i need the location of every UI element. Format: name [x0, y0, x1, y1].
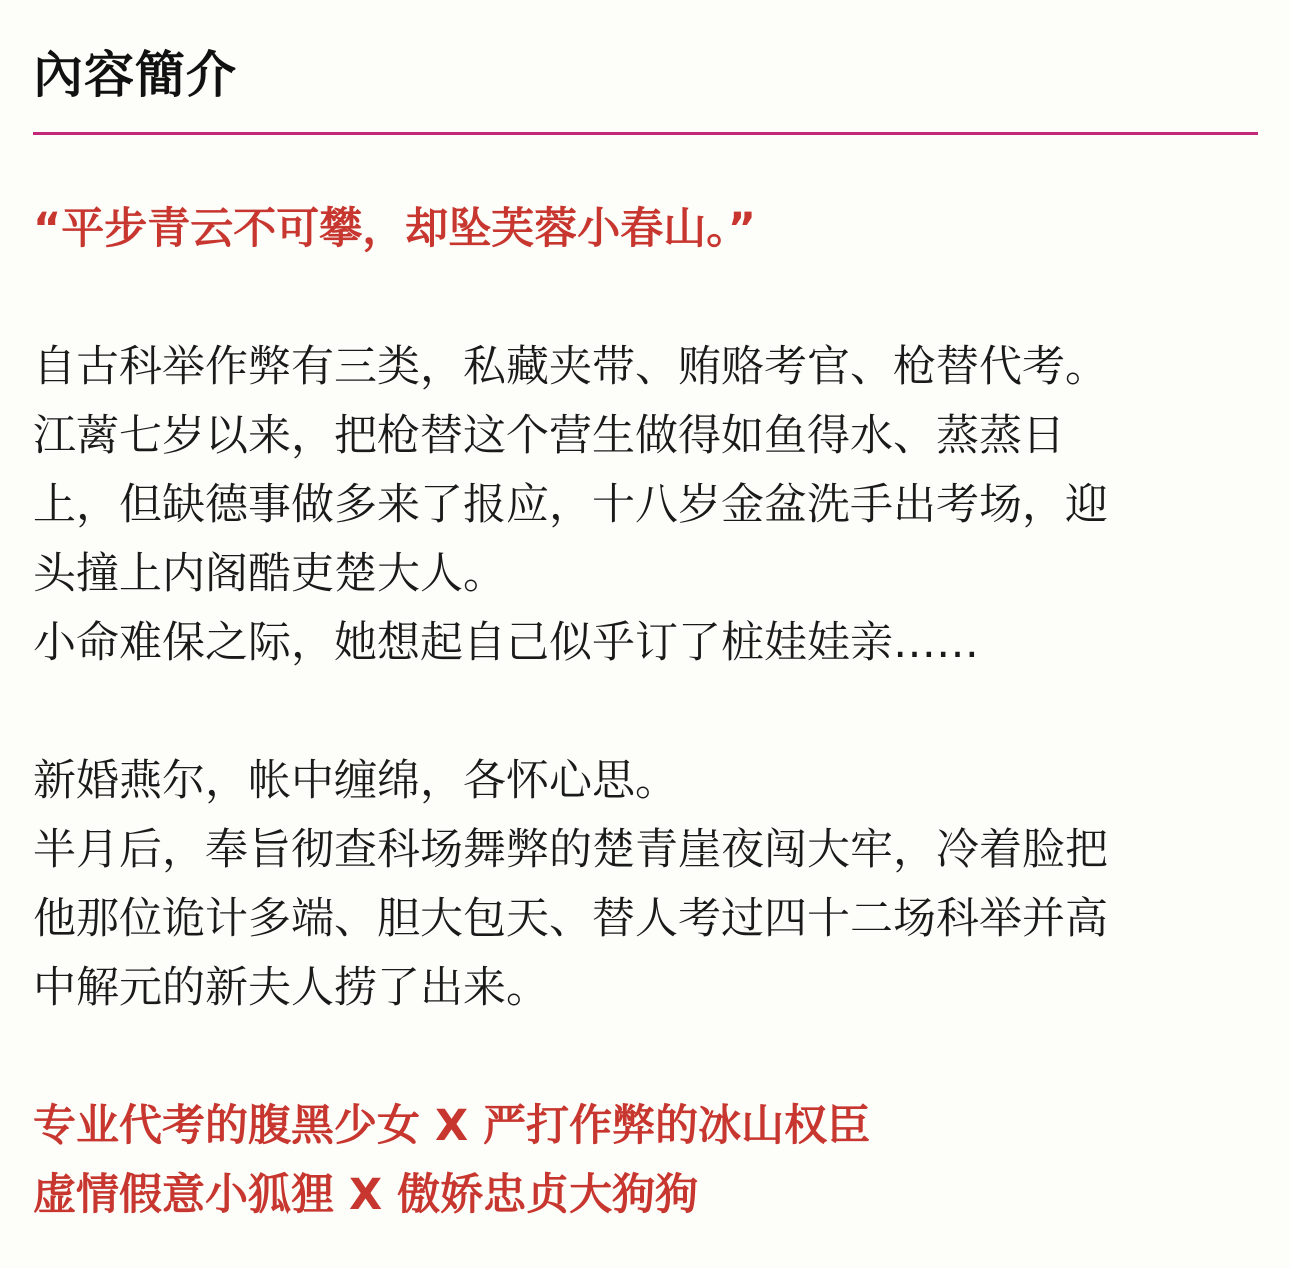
- paragraph-2-line: 他那位诡计多端、胆大包天、替人考过四十二场科举并高: [33, 894, 1108, 944]
- heading-divider: [33, 132, 1258, 135]
- paragraph-gap: [33, 1023, 1258, 1092]
- synopsis-content: [33, 195, 1258, 1230]
- paragraph-1: [33, 333, 1258, 678]
- paragraph-gap: [33, 264, 1258, 333]
- synopsis-section: [33, 0, 1258, 1230]
- paragraph-1-line: 小命难保之际，她想起自己似乎订了桩娃娃亲……: [33, 618, 979, 668]
- quote-line: [33, 195, 1258, 264]
- tagline-line: 专业代考的腹黑少女 X 严打作弊的冰山权臣: [33, 1101, 871, 1151]
- quote-text: “平步青云不可攀，却坠芙蓉小春山。”: [33, 204, 757, 254]
- paragraph-2-line: 新婚燕尔，帐中缠绵，各怀心思。: [33, 756, 678, 806]
- section-heading: 內容簡介: [33, 46, 237, 104]
- tagline-block: [33, 1092, 1258, 1230]
- paragraph-2: [33, 747, 1258, 1023]
- paragraph-1-line: 头撞上内阁酷吏楚大人。: [33, 549, 506, 599]
- tagline-line: 虚情假意小狐狸 X 傲娇忠贞大狗狗: [33, 1170, 699, 1220]
- paragraph-2-line: 半月后，奉旨彻查科场舞弊的楚青崖夜闯大牢，冷着脸把: [33, 825, 1108, 875]
- paragraph-1-line: 江蓠七岁以来，把枪替这个营生做得如鱼得水、蒸蒸日: [33, 411, 1065, 461]
- paragraph-2-line: 中解元的新夫人捞了出来。: [33, 963, 549, 1013]
- paragraph-1-line: 上，但缺德事做多来了报应，十八岁金盆洗手出考场，迎: [33, 480, 1108, 530]
- paragraph-gap: [33, 678, 1258, 747]
- paragraph-1-line: 自古科举作弊有三类，私藏夹带、贿赂考官、枪替代考。: [33, 342, 1108, 392]
